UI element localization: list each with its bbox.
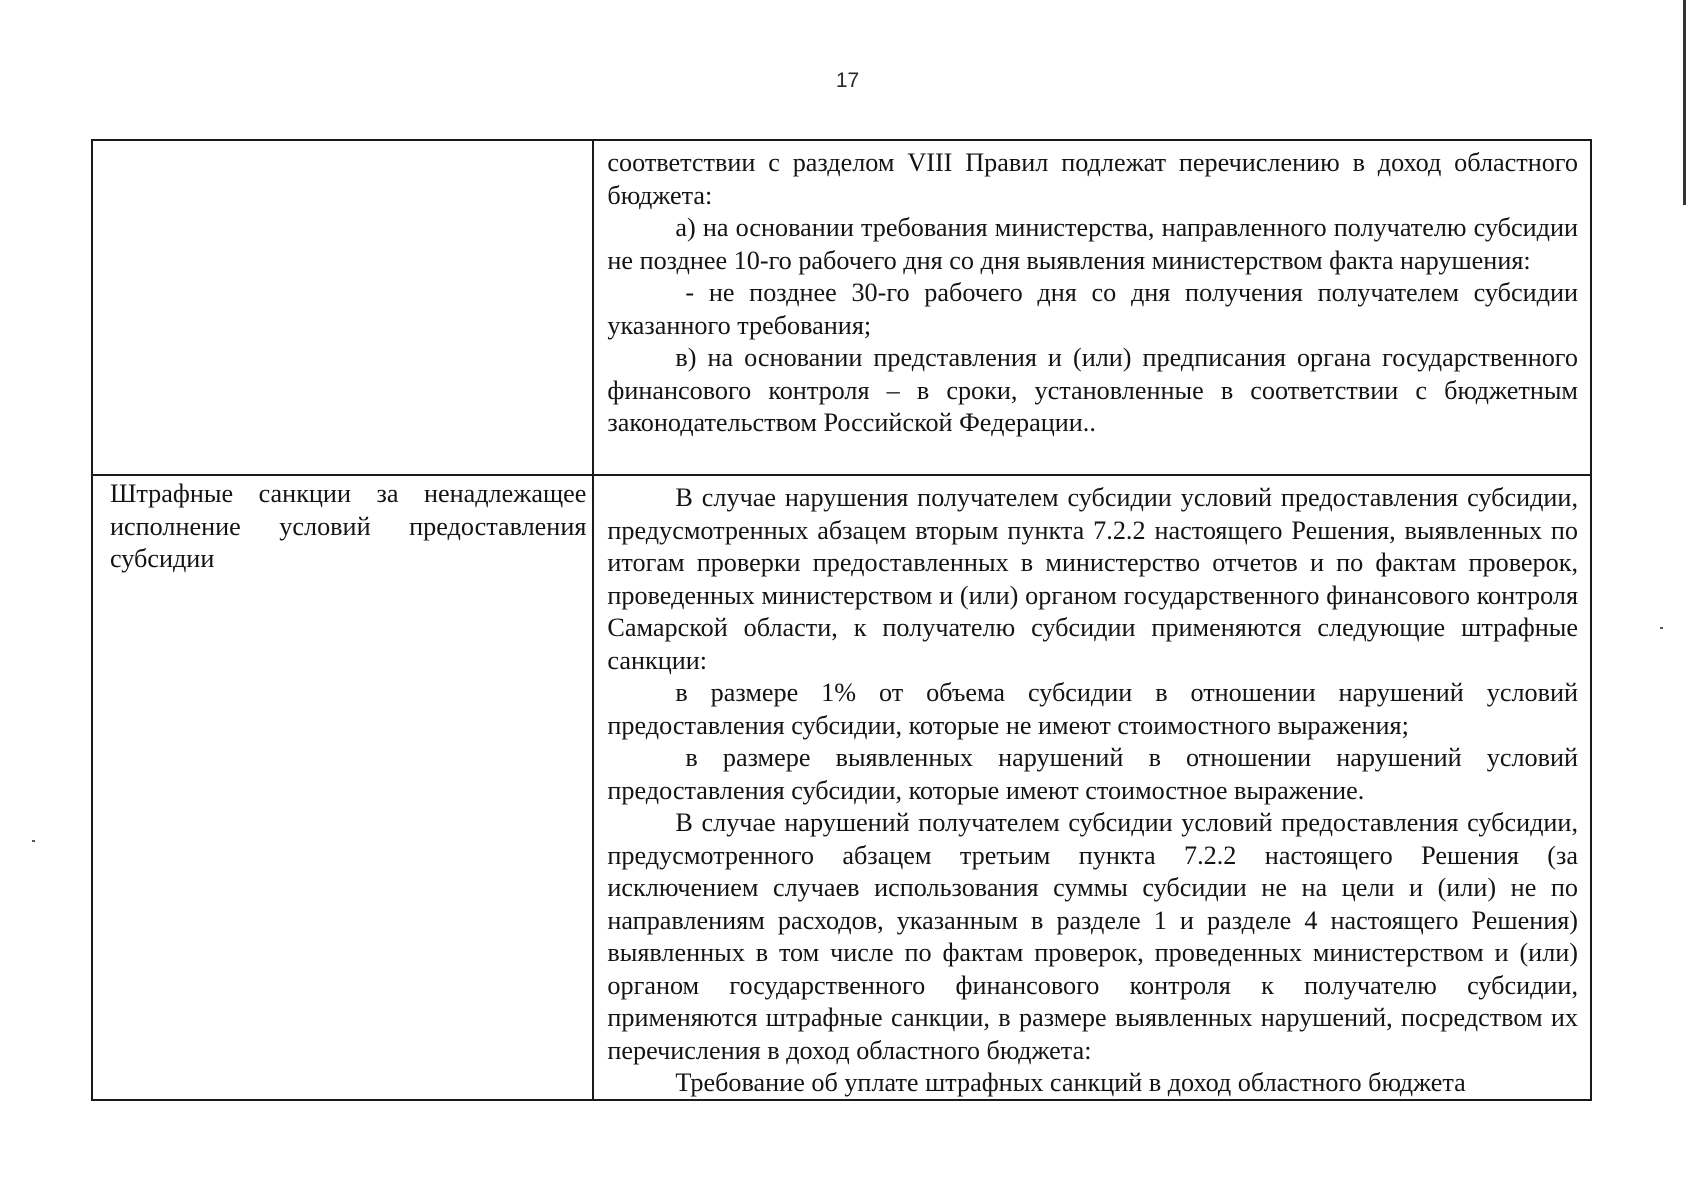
paragraph: В случае нарушений получателем субсидии условий предоставления субсидии, предусмотренного абзацем третьим пункта 7.2.2 настоящего Решения (за исключением случаев использования суммы субсидии не на цели и (или) не по направлениям расходов, указанным в разделе 1 и разделе 4 настоящего Решения) выявленных в том числе по фактам проверок, проведенных министерством и (или) органом государственного финансового контроля к получателю субсидии, применяются штрафные санкции, в размере выявленных нарушений, посредством их перечисления в доход областного бюджета: xyxy=(607,808,1578,1065)
table-cell-left xyxy=(92,140,593,475)
paragraph: в размере выявленных нарушений в отношении нарушений условий предоставления субсидии, которые имеют стоимостное выражение. xyxy=(607,743,1578,805)
row-heading: Штрафные санкции за ненадлежащее исполнение условий предоставления субсидии xyxy=(110,479,587,573)
paragraph: а) на основании требования министерства, направленного получателю субсидии не позднее 10-го рабочего дня со дня выявления министерством факта нарушения: xyxy=(607,213,1578,275)
scan-speck xyxy=(32,840,35,842)
table-row xyxy=(92,140,1591,475)
paragraph: - не позднее 30-го рабочего дня со дня получения получателем субсидии указанного требования; xyxy=(607,278,1578,340)
document-table xyxy=(91,139,1592,1101)
table-cell-left xyxy=(92,475,593,1100)
paragraph: соответствии с разделом VIII Правил подлежат перечислению в доход областного бюджета: xyxy=(607,148,1578,210)
paragraph: Требование об уплате штрафных санкций в доход областного бюджета xyxy=(675,1068,1466,1097)
table-cell-right xyxy=(593,140,1591,475)
scan-edge-mark xyxy=(1683,0,1686,205)
table-row xyxy=(92,475,1591,1100)
paragraph: В случае нарушения получателем субсидии условий предоставления субсидии, предусмотренных абзацем вторым пункта 7.2.2 настоящего Решения, выявленных по итогам проверки предоставленных в министерство отчетов и по фактам проверок, проведенных министерством и (или) органом государственного финансового контроля Самарской области, к получателю субсидии применяются следующие штрафные санкции: xyxy=(607,483,1578,675)
page-number: 17 xyxy=(835,69,860,92)
paragraph: в размере 1% от объема субсидии в отношении нарушений условий предоставления субсидии, которые не имеют стоимостного выражения; xyxy=(607,678,1578,740)
table-cell-right xyxy=(593,475,1591,1100)
scan-speck xyxy=(1660,627,1663,629)
paragraph: в) на основании представления и (или) предписания органа государственного финансового контроля – в сроки, установленные в соответствии с бюджетным законодательством Российской Федерации.. xyxy=(607,343,1578,437)
